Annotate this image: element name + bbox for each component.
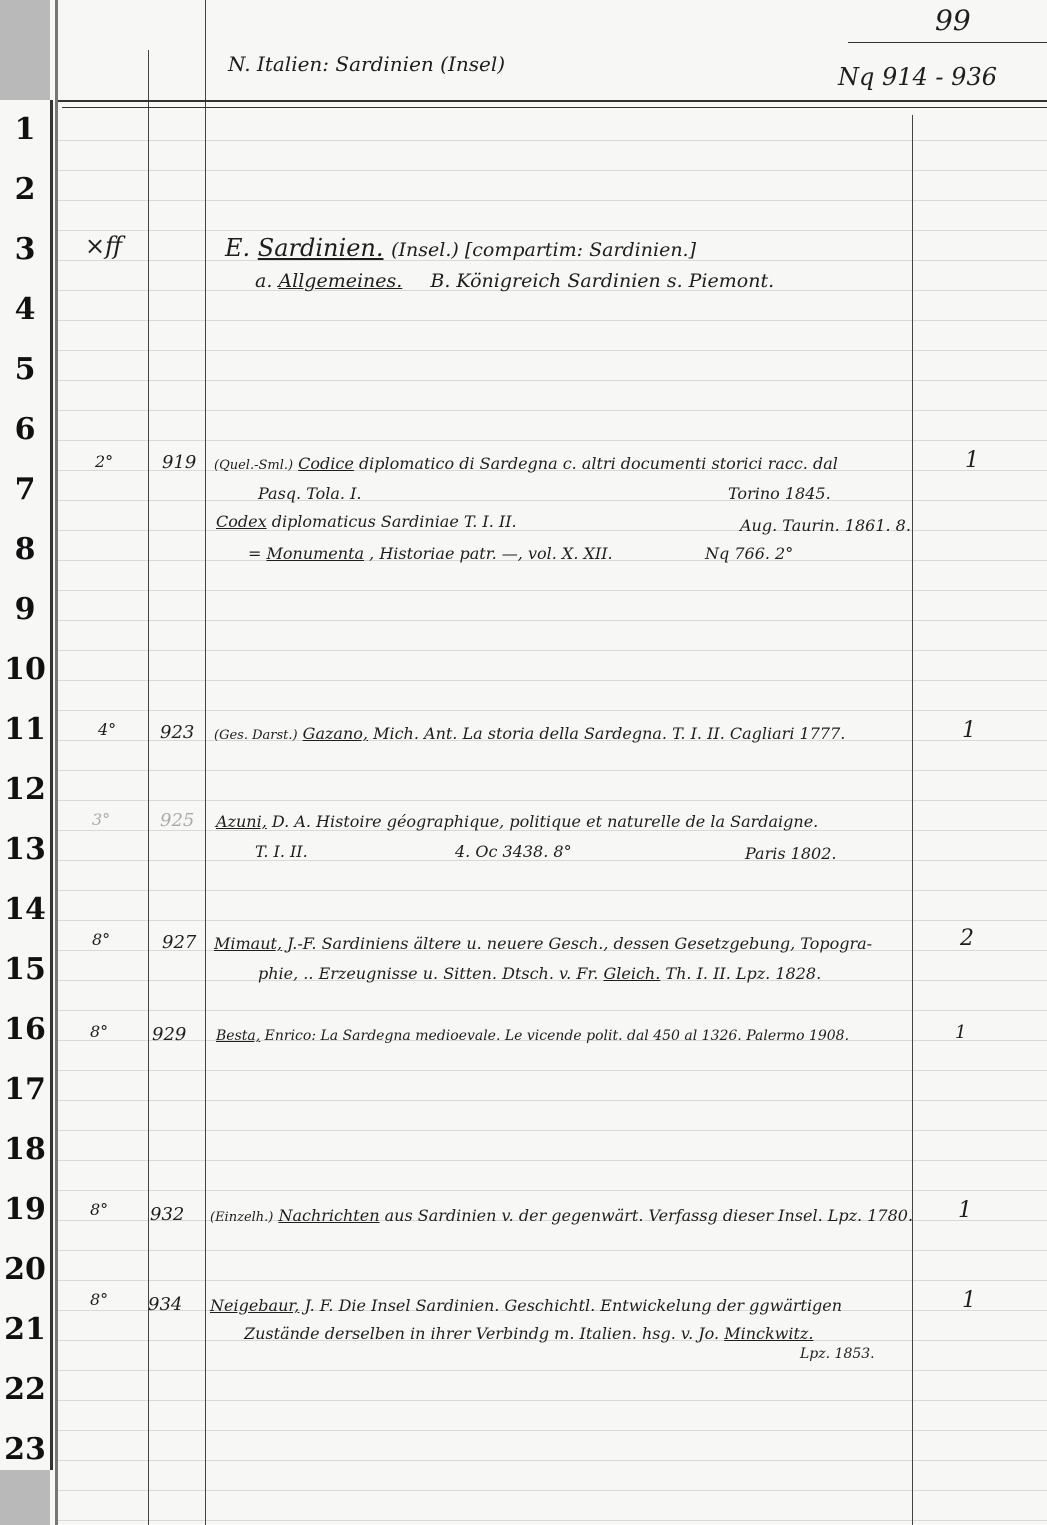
ruled-line: [58, 1100, 1047, 1101]
entry-head: Neigebaur,: [210, 1296, 300, 1315]
line-number: 20: [4, 1252, 46, 1287]
gutter-bottom: [0, 1470, 50, 1525]
line-number: 8: [14, 532, 36, 567]
entry-format: 8°: [92, 930, 111, 949]
entry-count: 2: [960, 926, 974, 951]
ruled-line: [58, 1370, 1047, 1371]
entry-count: 1: [962, 718, 976, 743]
ruled-line: [58, 1400, 1047, 1401]
entry-919-line1: [214, 454, 838, 473]
entry-format: 8°: [90, 1290, 109, 1309]
entry-count: 1: [962, 1288, 976, 1313]
entry-932-line1: [210, 1206, 913, 1225]
ruled-line: [58, 1160, 1047, 1161]
entry-919-codex: [216, 512, 517, 531]
ruled-line: [58, 620, 1047, 621]
entry-prefix: (Einzelh.): [210, 1210, 274, 1225]
ruled-line: [58, 890, 1047, 891]
entry-format: 4°: [98, 720, 117, 739]
ruled-line: [58, 1490, 1047, 1491]
ruled-line: [58, 680, 1047, 681]
entry-head: Mimaut,: [214, 934, 283, 953]
entry-923-line1: [214, 724, 845, 743]
entry-head: Gazano,: [302, 724, 368, 743]
header-rule-second: [62, 107, 1047, 108]
entry-925-line2: T. I. II.: [255, 842, 308, 861]
ruled-line: [58, 770, 1047, 771]
line-number: 12: [4, 772, 46, 807]
entry-927-line2: [258, 964, 821, 983]
ruled-line: [58, 590, 1047, 591]
line-number: 14: [4, 892, 46, 927]
line-number: 17: [4, 1072, 46, 1107]
line-number: 21: [4, 1312, 46, 1347]
shelfmark-range: Nq 914 - 936: [838, 63, 997, 91]
mon-prefix: =: [248, 544, 267, 563]
entry-927-line2head: Gleich.: [603, 964, 661, 983]
entry-929-line1: [216, 1028, 849, 1044]
ruled-line: [58, 1190, 1047, 1191]
entry-number: 929: [152, 1024, 187, 1045]
line-number: 16: [4, 1012, 46, 1047]
entry-number: 923: [160, 722, 195, 743]
entry-934-line2head: Minckwitz.: [724, 1324, 814, 1343]
line-number: 5: [14, 352, 36, 387]
line-number: 9: [14, 592, 36, 627]
entry-934-place: Lpz. 1853.: [800, 1346, 875, 1362]
entry-count: 1: [958, 1198, 972, 1223]
entry-927-line2a: phie, .. Erzeugnisse u. Sitten. Dtsch. v. Fr.: [258, 964, 599, 983]
entry-rest: Mich. Ant. La storia della Sardegna. T. I. II. Cagliari 1777.: [373, 724, 846, 743]
page-header: N. Italien: Sardinien (Insel): [228, 52, 506, 76]
entry-prefix: (Quel.-Sml.): [214, 458, 294, 473]
entry-rest: diplomatico di Sardegna c. altri documenti storici racc. dal: [358, 454, 838, 473]
line-number: 19: [4, 1192, 46, 1227]
entry-number: 927: [162, 932, 197, 953]
ruled-line: [58, 170, 1047, 171]
ruled-line: [58, 710, 1047, 711]
codex-head: Codex: [216, 512, 267, 531]
ruled-line: [58, 140, 1047, 141]
entry-rest: J. F. Die Insel Sardinien. Geschichtl. Entwickelung der ggwärtigen: [304, 1296, 843, 1315]
entry-rest: Enrico: La Sardegna medioevale. Le vicende polit. dal 450 al 1326. Palermo 1908.: [264, 1028, 850, 1044]
entry-head: Besta,: [216, 1028, 261, 1044]
line-number: 1: [14, 112, 36, 147]
sub-b: B. Königreich Sardinien s. Piemont.: [430, 270, 775, 292]
ruled-line: [58, 1250, 1047, 1251]
section-title-word: Sardinien.: [257, 234, 384, 262]
ruled-line: [58, 350, 1047, 351]
gutter-edge: [50, 100, 53, 1470]
entry-number: 934: [148, 1294, 183, 1315]
entry-count: 1: [965, 448, 979, 473]
column-rule-count: [912, 115, 913, 1525]
mon-head: Monumenta: [266, 544, 365, 563]
entry-919-monumenta: [248, 544, 613, 563]
ruled-line: [58, 1430, 1047, 1431]
entry-919-line2: Pasq. Tola. I.: [258, 484, 362, 503]
line-number: 7: [14, 472, 36, 507]
page-edge: [55, 0, 58, 1525]
header-rule: [58, 100, 1047, 102]
line-number: 18: [4, 1132, 46, 1167]
column-rule-number: [205, 0, 206, 1525]
line-number: 22: [4, 1372, 46, 1407]
section-mark: ×ff: [85, 232, 123, 260]
line-number: 4: [14, 292, 36, 327]
entry-head: Codice: [298, 454, 354, 473]
gutter-top: [0, 0, 50, 100]
ruled-line: [58, 1010, 1047, 1011]
entry-rest: aus Sardinien v. der gegenwärt. Verfassg dieser Insel. Lpz. 1780.: [384, 1206, 914, 1225]
ruled-line: [58, 1460, 1047, 1461]
entry-934-line2a: Zustände derselben in ihrer Verbindg m. Italien. hsg. v. Jo.: [244, 1324, 720, 1343]
ruled-line: [58, 320, 1047, 321]
entry-927-line1: [214, 934, 872, 953]
entry-number: 919: [162, 452, 197, 473]
entry-count: 1: [955, 1022, 967, 1043]
entry-rest: J.-F. Sardiniens ältere u. neuere Gesch., dessen Gesetzgebung, Topogra-: [287, 934, 873, 953]
codex-rest: diplomaticus Sardiniae T. I. II.: [271, 512, 517, 531]
entry-927-line2b: Th. I. II. Lpz. 1828.: [665, 964, 822, 983]
mon-rest: , Historiae patr. —, vol. X. XII.: [369, 544, 613, 563]
ruled-line: [58, 230, 1047, 231]
line-number: 10: [4, 652, 46, 687]
entry-925-ref: 4. Oc 3438. 8°: [455, 842, 572, 861]
ruled-line: [58, 1130, 1047, 1131]
ruled-line: [58, 800, 1047, 801]
page-number: 99: [935, 4, 971, 37]
entry-number: 925: [160, 810, 195, 831]
ruled-line: [58, 650, 1047, 651]
entry-head: Nachrichten: [278, 1206, 380, 1225]
line-number: 3: [14, 232, 36, 267]
section-title: [225, 234, 696, 262]
entry-919-ref: Nq 766. 2°: [705, 544, 794, 563]
line-number: 6: [14, 412, 36, 447]
entry-format: 2°: [95, 452, 114, 471]
entry-number: 932: [150, 1204, 185, 1225]
entry-925-place: Paris 1802.: [745, 844, 837, 863]
line-number: 15: [4, 952, 46, 987]
entry-919-place: Torino 1845.: [728, 484, 831, 503]
line-number: 11: [4, 712, 46, 747]
section-subheading: [255, 270, 774, 292]
entry-934-line2: [244, 1324, 813, 1343]
ruled-line: [58, 1520, 1047, 1521]
line-number: 13: [4, 832, 46, 867]
line-number: 23: [4, 1432, 46, 1467]
section-title-rest: (Insel.) [compartim: Sardinien.]: [391, 239, 697, 261]
ruled-line: [58, 920, 1047, 921]
entry-919-place2: Aug. Taurin. 1861. 8.: [740, 516, 911, 535]
ruled-line: [58, 1070, 1047, 1071]
entry-934-line1: [210, 1296, 842, 1315]
entry-rest: D. A. Histoire géographique, politique et naturelle de la Sardaigne.: [271, 812, 819, 831]
line-number: 2: [14, 172, 36, 207]
entry-head: Azuni,: [216, 812, 267, 831]
section-title-prefix: E.: [225, 234, 251, 262]
ruled-line: [58, 1280, 1047, 1281]
entry-format: 8°: [90, 1022, 109, 1041]
entry-format: 8°: [90, 1200, 109, 1219]
ruled-line: [58, 440, 1047, 441]
ruled-line: [58, 200, 1047, 201]
sub-a-prefix: a.: [255, 270, 273, 292]
ruled-line: [58, 410, 1047, 411]
entry-format: 3°: [92, 810, 111, 829]
page-number-rule: [848, 42, 1047, 43]
ruled-line: [58, 500, 1047, 501]
entry-925-line1: [216, 812, 818, 831]
entry-prefix: (Ges. Darst.): [214, 728, 298, 743]
ruled-line: [58, 380, 1047, 381]
sub-a-word: Allgemeines.: [278, 270, 403, 292]
